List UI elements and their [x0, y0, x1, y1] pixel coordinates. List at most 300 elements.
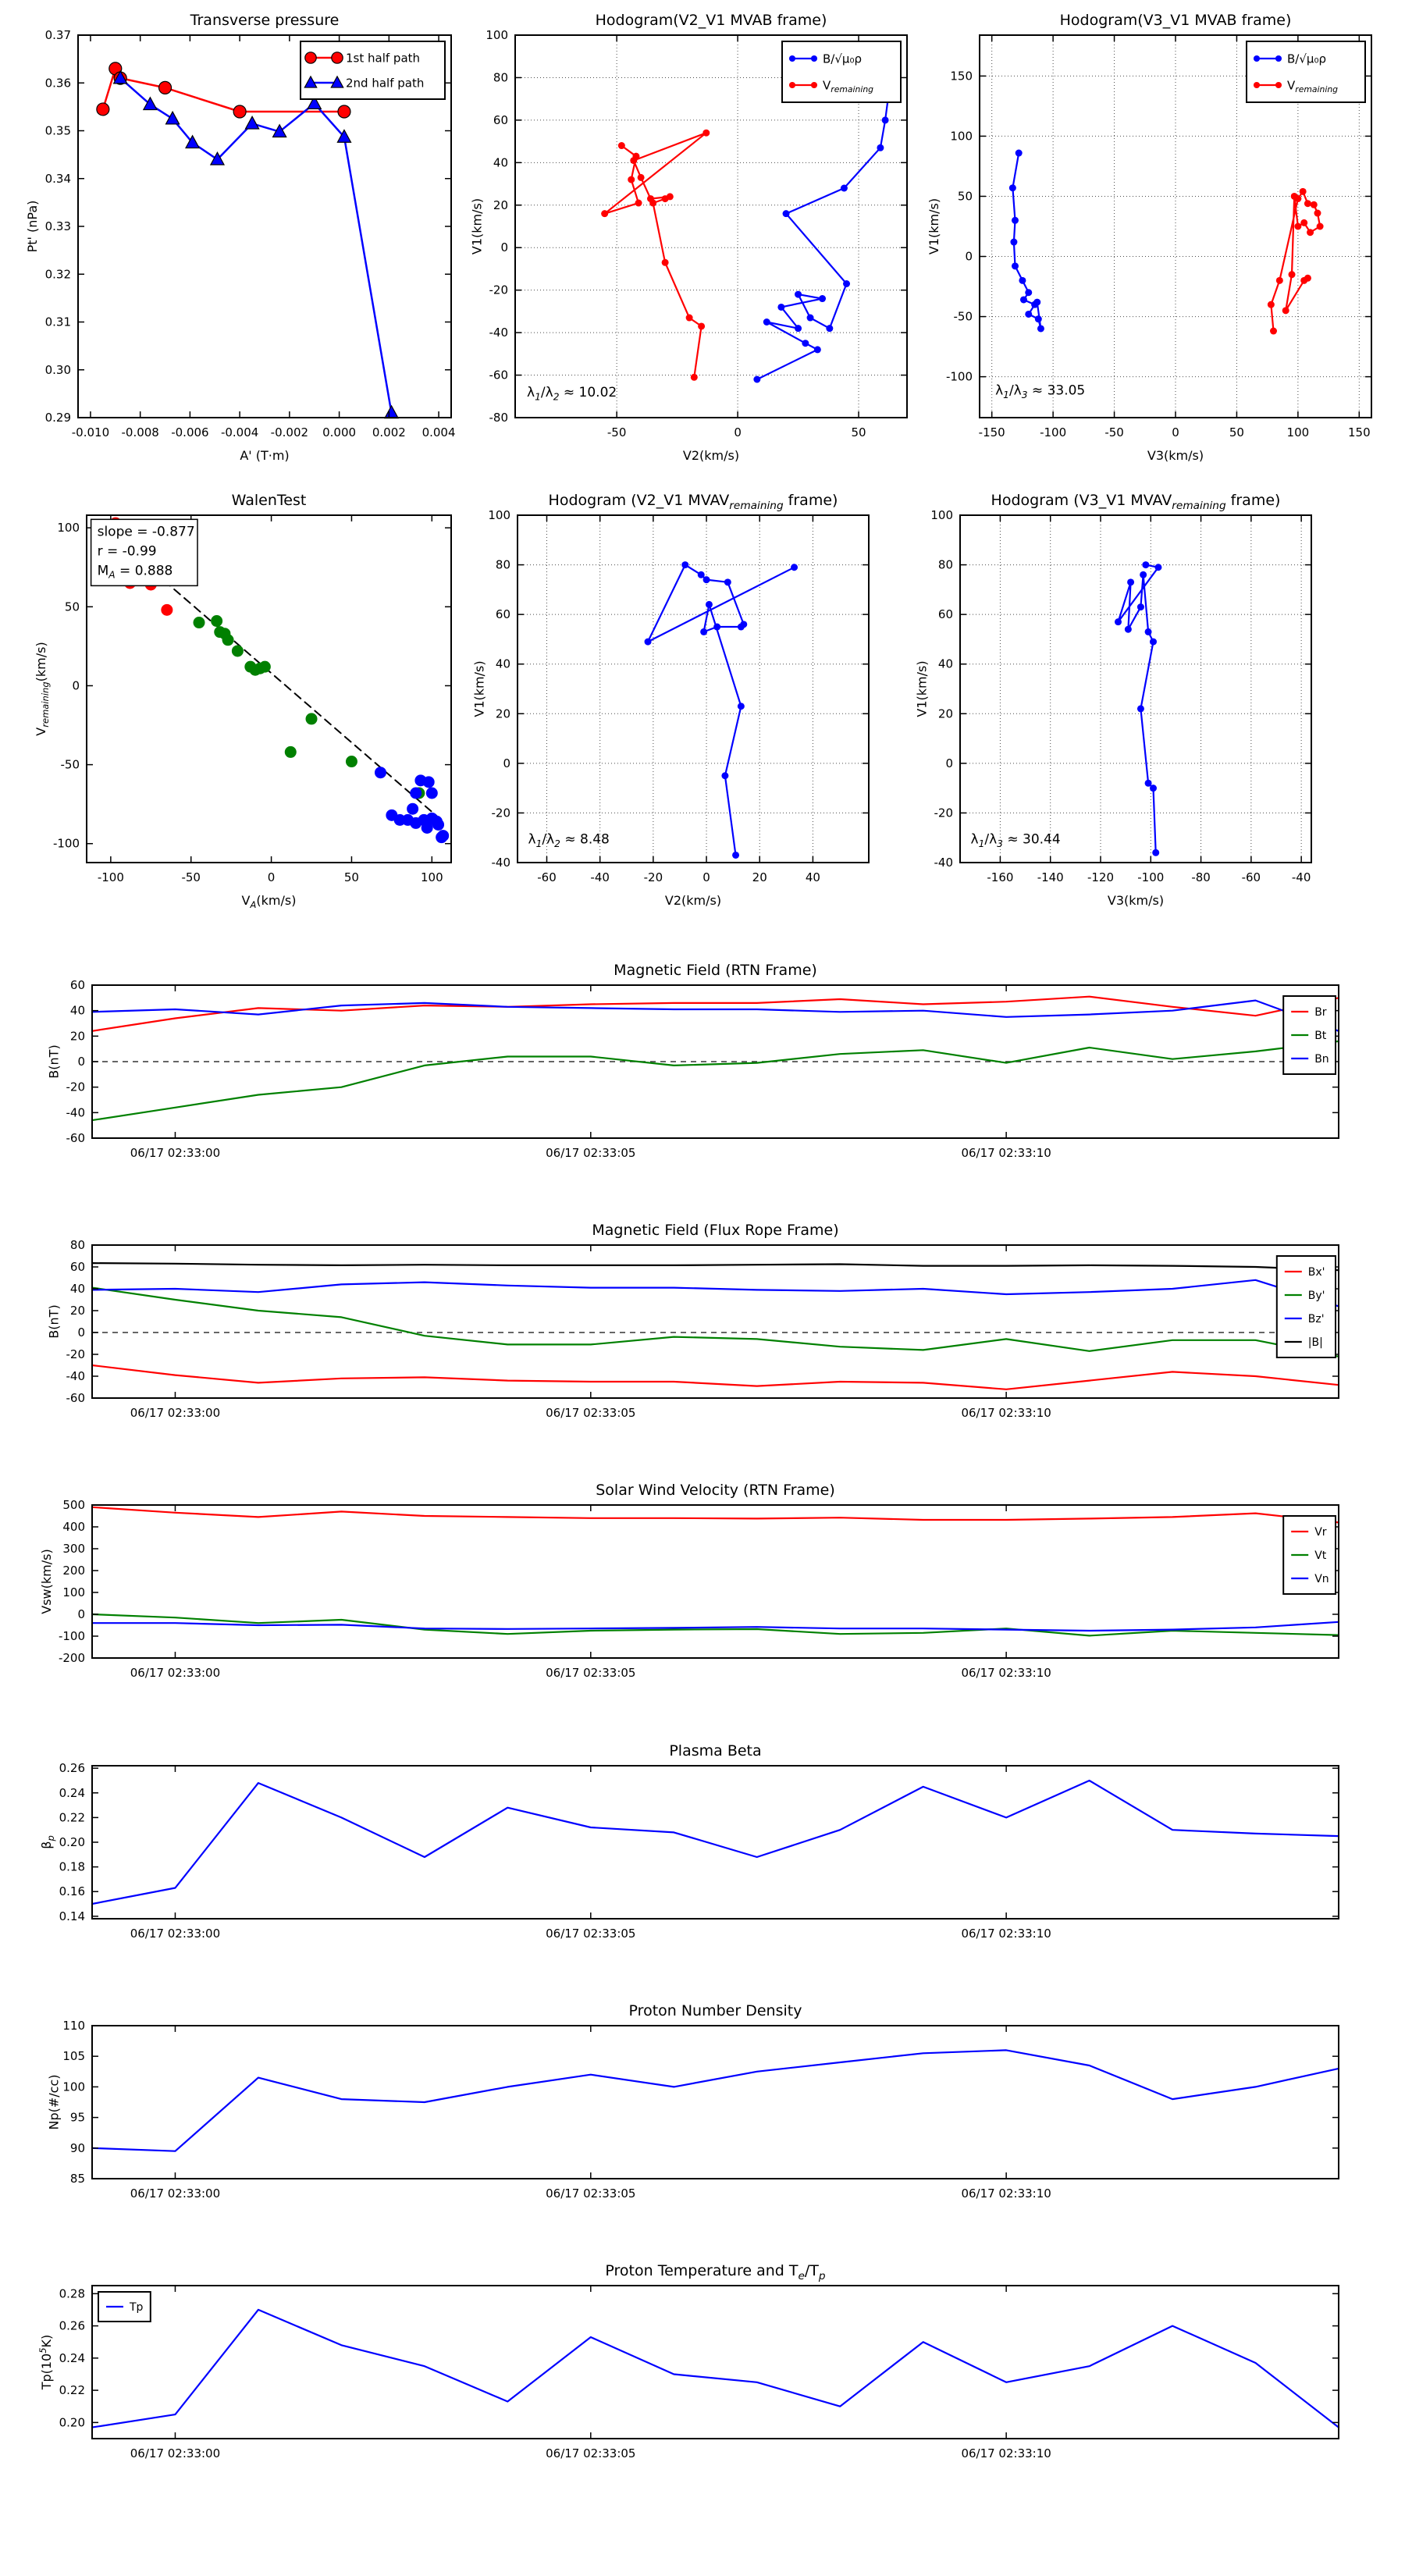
- legend-label: Bz': [1307, 1313, 1325, 1326]
- data-point-marker: [1020, 296, 1027, 303]
- chart-svg-te: [46, 2002, 1339, 2201]
- data-point-marker: [159, 81, 172, 94]
- x-tick-label: 0.000: [322, 425, 357, 439]
- data-point-marker: [698, 322, 705, 329]
- data-point-marker: [1254, 82, 1260, 88]
- legend-label: B/√μ₀ρ: [823, 52, 862, 66]
- y-tick-label: 50: [64, 600, 80, 614]
- y-tick-label: 100: [62, 1585, 85, 1599]
- plot-magnetic-field-rtn: [46, 962, 1339, 1160]
- data-point-marker: [753, 376, 760, 383]
- y-tick-label: -40: [66, 1105, 85, 1120]
- y-tick-label: 0.20: [59, 1835, 85, 1849]
- data-point-marker: [1152, 849, 1159, 856]
- plot-hodogram-v3v1-mvab: [927, 12, 1371, 463]
- x-tick-label: 0: [267, 870, 276, 884]
- x-tick-label: -100: [97, 870, 124, 884]
- y-tick-label: 0.22: [59, 1810, 85, 1825]
- data-point-marker: [1289, 271, 1296, 278]
- series-line: [648, 565, 795, 856]
- x-axis-label: V2(km/s): [664, 893, 722, 908]
- data-point-marker: [628, 176, 635, 183]
- legend-label: Bt: [1314, 1030, 1327, 1043]
- data-point-marker: [789, 55, 795, 62]
- legend-label: |B|: [1307, 1336, 1323, 1350]
- plot-transverse-pressure: [25, 12, 456, 463]
- chart-svg-p2: [469, 12, 907, 463]
- data-point-marker: [332, 52, 343, 63]
- data-point-marker: [1035, 315, 1042, 322]
- x-tick-label: -20: [643, 870, 663, 884]
- data-point-marker: [232, 645, 244, 656]
- y-tick-label: 0: [945, 756, 953, 770]
- y-tick-label: 80: [69, 1238, 85, 1252]
- x-tick-label: 50: [851, 425, 866, 439]
- chart-svg-p4: [34, 492, 451, 910]
- data-point-marker: [1127, 578, 1134, 585]
- x-tick-label: 06/17 02:33:05: [546, 1666, 636, 1680]
- y-tick-label: -60: [66, 1391, 85, 1405]
- plot-title: Proton Number Density: [628, 2002, 802, 2019]
- data-point-marker: [1012, 262, 1019, 269]
- legend-label: 2nd half path: [346, 76, 425, 91]
- x-tick-label: -80: [1191, 870, 1211, 884]
- data-point-marker: [1307, 229, 1314, 236]
- x-tick-label: 06/17 02:33:05: [546, 2186, 636, 2201]
- y-tick-label: 0.16: [59, 1884, 85, 1899]
- data-point-marker: [246, 116, 259, 129]
- data-point-marker: [1150, 785, 1157, 792]
- y-axis-label: V1(km/s): [469, 197, 485, 255]
- plot-title: Transverse pressure: [190, 12, 340, 29]
- y-tick-label: 0.29: [44, 411, 71, 425]
- y-tick-label: 40: [69, 1003, 85, 1018]
- y-tick-label: 0.24: [59, 2350, 85, 2365]
- y-tick-label: 60: [69, 1260, 85, 1274]
- legend-box: [301, 41, 445, 99]
- y-tick-label: 110: [62, 2019, 85, 2033]
- annotation-line: r = -0.99: [97, 543, 157, 560]
- data-point-marker: [789, 82, 795, 88]
- data-point-marker: [222, 634, 234, 646]
- x-tick-label: -100: [1040, 425, 1067, 439]
- y-tick-label: 100: [57, 521, 80, 535]
- series-line: [92, 1507, 1339, 1523]
- data-point-marker: [1275, 55, 1282, 62]
- y-tick-label: 40: [493, 155, 508, 170]
- x-tick-label: -120: [1087, 870, 1115, 884]
- x-tick-label: 06/17 02:33:00: [130, 1406, 221, 1420]
- data-point-marker: [802, 340, 809, 347]
- chart-svg-tc: [39, 1482, 1339, 1680]
- data-point-marker: [1275, 82, 1282, 88]
- legend-label: Br: [1314, 1006, 1327, 1019]
- data-point-marker: [1145, 628, 1152, 635]
- y-tick-label: 60: [69, 978, 85, 992]
- y-tick-label: 40: [69, 1282, 85, 1296]
- data-point-marker: [306, 713, 318, 724]
- data-point-marker: [1317, 223, 1324, 230]
- y-tick-label: 100: [950, 129, 973, 144]
- data-point-marker: [1009, 184, 1016, 191]
- chart-svg-p3: [927, 12, 1371, 463]
- data-point-marker: [1142, 561, 1149, 568]
- y-tick-label: 150: [950, 69, 973, 84]
- y-axis-label: V1(km/s): [927, 197, 942, 255]
- legend-label: $V_{remaining}$: [1287, 78, 1339, 95]
- legend-label: Bn: [1314, 1053, 1329, 1066]
- data-point-marker: [635, 200, 642, 207]
- series-line: [92, 2310, 1339, 2428]
- y-tick-label: 100: [486, 28, 508, 42]
- data-point-marker: [877, 144, 884, 151]
- legend-label: B/√μ₀ρ: [1287, 52, 1326, 66]
- x-tick-label: 0.004: [422, 425, 456, 439]
- y-tick-label: 0: [77, 1055, 85, 1069]
- legend-label: 1st half path: [346, 51, 421, 66]
- y-tick-label: 20: [69, 1304, 85, 1318]
- y-tick-label: 85: [69, 2172, 85, 2186]
- y-axis-label: B(nT): [46, 1304, 62, 1339]
- legend-label: Vr: [1314, 1526, 1327, 1539]
- plot-title: Proton Temperature and $T_e/T_p$: [605, 2262, 826, 2282]
- y-tick-label: -20: [489, 283, 508, 297]
- y-tick-label: 50: [957, 189, 973, 204]
- y-tick-label: 0.18: [59, 1859, 85, 1874]
- data-point-marker: [841, 185, 848, 192]
- x-tick-label: 40: [805, 870, 820, 884]
- y-tick-label: 40: [937, 656, 953, 671]
- y-tick-label: 0.20: [59, 2415, 85, 2430]
- data-point-marker: [1012, 217, 1019, 224]
- x-tick-label: 06/17 02:33:05: [546, 2446, 636, 2460]
- series-line: [92, 997, 1339, 1031]
- plot-magnetic-field-flux-rope: [46, 1222, 1339, 1420]
- y-tick-label: 90: [69, 2140, 85, 2155]
- plot-solar-wind-velocity: [39, 1482, 1339, 1680]
- data-point-marker: [1150, 639, 1157, 646]
- data-point-marker: [1254, 55, 1260, 62]
- data-point-marker: [703, 576, 710, 583]
- x-tick-label: 06/17 02:33:10: [961, 2186, 1051, 2201]
- data-point-marker: [645, 639, 652, 646]
- data-point-marker: [436, 831, 447, 843]
- x-tick-label: 06/17 02:33:00: [130, 1666, 221, 1680]
- chart-svg-p5: [471, 492, 869, 908]
- chart-svg-tb: [46, 1222, 1339, 1420]
- y-tick-label: 60: [495, 607, 510, 622]
- data-point-marker: [1037, 325, 1044, 332]
- data-point-marker: [618, 142, 625, 149]
- data-point-marker: [1304, 200, 1311, 207]
- x-tick-label: 50: [343, 870, 359, 884]
- data-point-marker: [410, 788, 422, 799]
- y-axis-label: $V_{remaining}(km/s)$: [34, 642, 52, 736]
- x-tick-label: -0.010: [71, 425, 110, 439]
- y-tick-label: 0.35: [44, 123, 71, 138]
- y-tick-label: 0: [965, 249, 973, 264]
- data-point-marker: [194, 617, 205, 628]
- y-tick-label: 0.32: [44, 267, 71, 282]
- plot-proton-number-density: [46, 2002, 1339, 2201]
- x-tick-label: 06/17 02:33:00: [130, 2446, 221, 2460]
- y-axis-label: Pt' (nPa): [25, 200, 41, 253]
- data-point-marker: [426, 788, 438, 799]
- x-axis-label: $V_A(km/s)$: [241, 893, 297, 910]
- y-tick-label: 100: [62, 2080, 85, 2094]
- data-point-marker: [1294, 223, 1301, 230]
- data-point-marker: [732, 852, 739, 859]
- data-point-marker: [338, 105, 350, 118]
- y-tick-label: 100: [488, 508, 510, 522]
- y-tick-label: -40: [66, 1369, 85, 1383]
- y-tick-label: -50: [60, 757, 80, 772]
- y-tick-label: 40: [495, 656, 510, 671]
- x-tick-label: 06/17 02:33:10: [961, 1146, 1051, 1160]
- data-point-marker: [681, 561, 688, 568]
- legend-label: Vt: [1314, 1550, 1327, 1563]
- y-tick-label: 0: [77, 1325, 85, 1340]
- data-point-marker: [1311, 201, 1318, 208]
- x-tick-label: -150: [978, 425, 1005, 439]
- data-point-marker: [1314, 210, 1321, 217]
- y-tick-label: 0.26: [59, 1761, 85, 1776]
- data-point-marker: [700, 628, 707, 635]
- data-point-marker: [811, 82, 817, 88]
- series-line: [92, 1365, 1339, 1389]
- series-line: [92, 1280, 1339, 1307]
- data-point-marker: [1137, 603, 1144, 610]
- x-tick-label: 06/17 02:33:10: [961, 1406, 1051, 1420]
- data-point-marker: [706, 601, 713, 608]
- data-point-marker: [738, 624, 745, 631]
- data-point-marker: [97, 103, 109, 116]
- x-tick-label: 0: [702, 870, 710, 884]
- y-tick-label: 60: [493, 112, 508, 127]
- data-point-marker: [1140, 571, 1147, 578]
- data-point-marker: [1137, 705, 1144, 712]
- chart-svg-tf: [37, 2262, 1339, 2460]
- data-point-marker: [407, 803, 418, 815]
- legend-label: Vn: [1314, 1573, 1329, 1586]
- y-tick-label: 0.33: [44, 219, 71, 233]
- annotation-line: slope = -0.877: [97, 524, 195, 540]
- y-axis-label: V1(km/s): [471, 660, 487, 717]
- data-point-marker: [698, 571, 705, 578]
- data-point-marker: [791, 564, 798, 571]
- data-point-marker: [724, 578, 731, 585]
- data-point-marker: [843, 280, 850, 287]
- chart-svg-p1: [25, 12, 456, 463]
- data-point-marker: [819, 295, 826, 302]
- y-tick-label: -40: [934, 856, 953, 870]
- y-tick-label: -20: [491, 806, 510, 820]
- y-axis-label: $Tp(10^5K)$: [37, 2334, 55, 2390]
- data-point-marker: [161, 604, 173, 616]
- plot-title: Hodogram (V2_V1 $MVAV_{remaining}$ frame): [548, 492, 838, 512]
- data-point-marker: [738, 703, 745, 710]
- y-tick-label: 0.36: [44, 76, 71, 91]
- x-tick-label: 06/17 02:33:10: [961, 1927, 1051, 1941]
- plot-title: Hodogram(V3_V1 MVAB frame): [1059, 12, 1292, 29]
- y-tick-label: 200: [62, 1564, 85, 1578]
- data-point-marker: [375, 767, 386, 778]
- data-point-marker: [259, 661, 271, 673]
- plot-title: Hodogram(V2_V1 MVAB frame): [595, 12, 827, 29]
- y-tick-label: -20: [66, 1080, 85, 1094]
- plot-plasma-beta: [39, 1742, 1339, 1941]
- y-tick-label: 400: [62, 1520, 85, 1534]
- legend-label: By': [1307, 1290, 1325, 1303]
- x-tick-label: 100: [420, 870, 443, 884]
- annotation-text: $\lambda_1/\lambda_2 \approx 8.48$: [528, 831, 610, 849]
- x-tick-label: -0.004: [220, 425, 259, 439]
- y-tick-label: -20: [934, 806, 953, 820]
- y-tick-label: 0.14: [59, 1909, 85, 1923]
- data-point-marker: [305, 52, 316, 63]
- x-tick-label: 06/17 02:33:00: [130, 1146, 221, 1160]
- legend-label: Tp: [130, 2301, 144, 2314]
- data-point-marker: [431, 816, 443, 827]
- y-tick-label: 300: [62, 1542, 85, 1556]
- data-point-marker: [826, 325, 833, 332]
- y-axis-label: Vsw(km/s): [39, 1549, 55, 1614]
- data-point-marker: [638, 174, 645, 181]
- x-tick-label: -60: [1241, 870, 1261, 884]
- data-point-marker: [1304, 275, 1311, 282]
- y-tick-label: 80: [937, 557, 953, 572]
- data-point-marker: [649, 200, 656, 207]
- series-line: [92, 1781, 1339, 1904]
- y-tick-label: 0: [503, 756, 510, 770]
- x-tick-label: -40: [590, 870, 610, 884]
- y-tick-label: 500: [62, 1498, 85, 1512]
- data-point-marker: [1300, 188, 1307, 195]
- data-point-marker: [1154, 564, 1161, 571]
- data-point-marker: [1276, 277, 1283, 284]
- y-tick-label: 0: [72, 678, 80, 693]
- data-point-marker: [777, 304, 784, 311]
- y-axis-label: B(nT): [46, 1044, 62, 1079]
- data-point-marker: [662, 259, 669, 266]
- plot-hodogram-v2v1-mvav: [471, 492, 869, 908]
- data-point-marker: [601, 210, 608, 217]
- data-point-marker: [346, 756, 357, 767]
- x-axis-label: V2(km/s): [682, 448, 740, 463]
- series-line: [92, 1041, 1339, 1120]
- data-point-marker: [1145, 780, 1152, 787]
- y-tick-label: 0.26: [59, 2318, 85, 2333]
- y-tick-label: -60: [66, 1131, 85, 1145]
- x-tick-label: 0.002: [372, 425, 406, 439]
- data-point-marker: [783, 210, 790, 217]
- data-point-marker: [1033, 299, 1040, 306]
- x-axis-label: A' (T·m): [240, 448, 290, 463]
- series-line: [757, 65, 893, 379]
- data-point-marker: [795, 325, 802, 332]
- plot-title: Magnetic Field (Flux Rope Frame): [592, 1222, 839, 1239]
- data-point-marker: [662, 195, 669, 202]
- data-point-marker: [1019, 277, 1026, 284]
- x-tick-label: 06/17 02:33:10: [961, 1666, 1051, 1680]
- x-tick-label: -100: [1137, 870, 1165, 884]
- annotation-text: $\lambda_1/\lambda_3 \approx 33.05$: [995, 382, 1086, 400]
- plot-title: Magnetic Field (RTN Frame): [614, 962, 817, 979]
- x-tick-label: -40: [1291, 870, 1311, 884]
- x-tick-label: -50: [181, 870, 201, 884]
- data-point-marker: [1282, 307, 1289, 314]
- x-tick-label: 20: [752, 870, 767, 884]
- y-tick-label: -80: [489, 411, 508, 425]
- y-tick-label: -20: [66, 1347, 85, 1361]
- y-axis-label: $\beta_p$: [39, 1835, 57, 1849]
- data-point-marker: [702, 130, 710, 137]
- y-tick-label: -60: [489, 368, 508, 382]
- plot-hodogram-v2v1-mvab: [469, 12, 907, 463]
- data-point-marker: [1300, 219, 1307, 226]
- x-tick-label: 0: [734, 425, 742, 439]
- data-point-marker: [1115, 618, 1122, 625]
- y-tick-label: -200: [58, 1651, 85, 1665]
- data-point-marker: [1270, 328, 1277, 335]
- y-tick-label: 0.37: [44, 28, 71, 42]
- y-tick-label: -100: [945, 369, 973, 384]
- y-tick-label: 95: [69, 2110, 85, 2125]
- y-tick-label: 0.22: [59, 2383, 85, 2398]
- data-point-marker: [686, 315, 693, 322]
- series-line: [92, 2050, 1339, 2151]
- y-tick-label: 20: [937, 706, 953, 721]
- y-tick-label: 0: [77, 1607, 85, 1621]
- x-tick-label: 06/17 02:33:00: [130, 2186, 221, 2201]
- x-tick-label: 150: [1347, 425, 1371, 439]
- x-tick-label: 06/17 02:33:05: [546, 1146, 636, 1160]
- data-point-marker: [811, 55, 817, 62]
- x-tick-label: 0: [1172, 425, 1179, 439]
- annotation-text: $\lambda_1/\lambda_2 \approx 10.02$: [527, 385, 617, 403]
- data-point-marker: [1291, 193, 1298, 200]
- plot-title: Hodogram (V3_V1 $MVAV_{remaining}$ frame): [991, 492, 1281, 512]
- y-tick-label: -50: [953, 309, 973, 324]
- annotation-line: $M_A = 0.888$: [97, 563, 173, 581]
- plot-proton-temperature: [37, 2262, 1339, 2460]
- x-tick-label: -50: [1104, 425, 1124, 439]
- x-tick-label: -0.002: [270, 425, 309, 439]
- chart-svg-ta: [46, 962, 1339, 1160]
- plot-title: Plasma Beta: [669, 1742, 762, 1759]
- plot-walen-test: [34, 492, 451, 910]
- x-tick-label: -140: [1037, 870, 1064, 884]
- data-point-marker: [763, 318, 770, 326]
- x-tick-label: -0.006: [171, 425, 209, 439]
- data-point-marker: [795, 291, 802, 298]
- data-point-marker: [721, 772, 728, 779]
- y-tick-label: -100: [58, 1629, 85, 1643]
- x-tick-label: -60: [537, 870, 557, 884]
- data-point-marker: [385, 406, 398, 418]
- y-axis-label: V1(km/s): [914, 660, 930, 717]
- data-point-marker: [1016, 150, 1023, 157]
- legend-label: Bx': [1307, 1266, 1325, 1279]
- data-point-marker: [233, 105, 246, 118]
- x-tick-label: -50: [606, 425, 627, 439]
- data-point-marker: [882, 116, 889, 123]
- y-tick-label: 20: [69, 1029, 85, 1044]
- plot-title: Solar Wind Velocity (RTN Frame): [596, 1482, 835, 1499]
- data-point-marker: [166, 112, 180, 124]
- y-tick-label: 0.30: [44, 362, 71, 377]
- y-tick-label: 80: [495, 557, 510, 572]
